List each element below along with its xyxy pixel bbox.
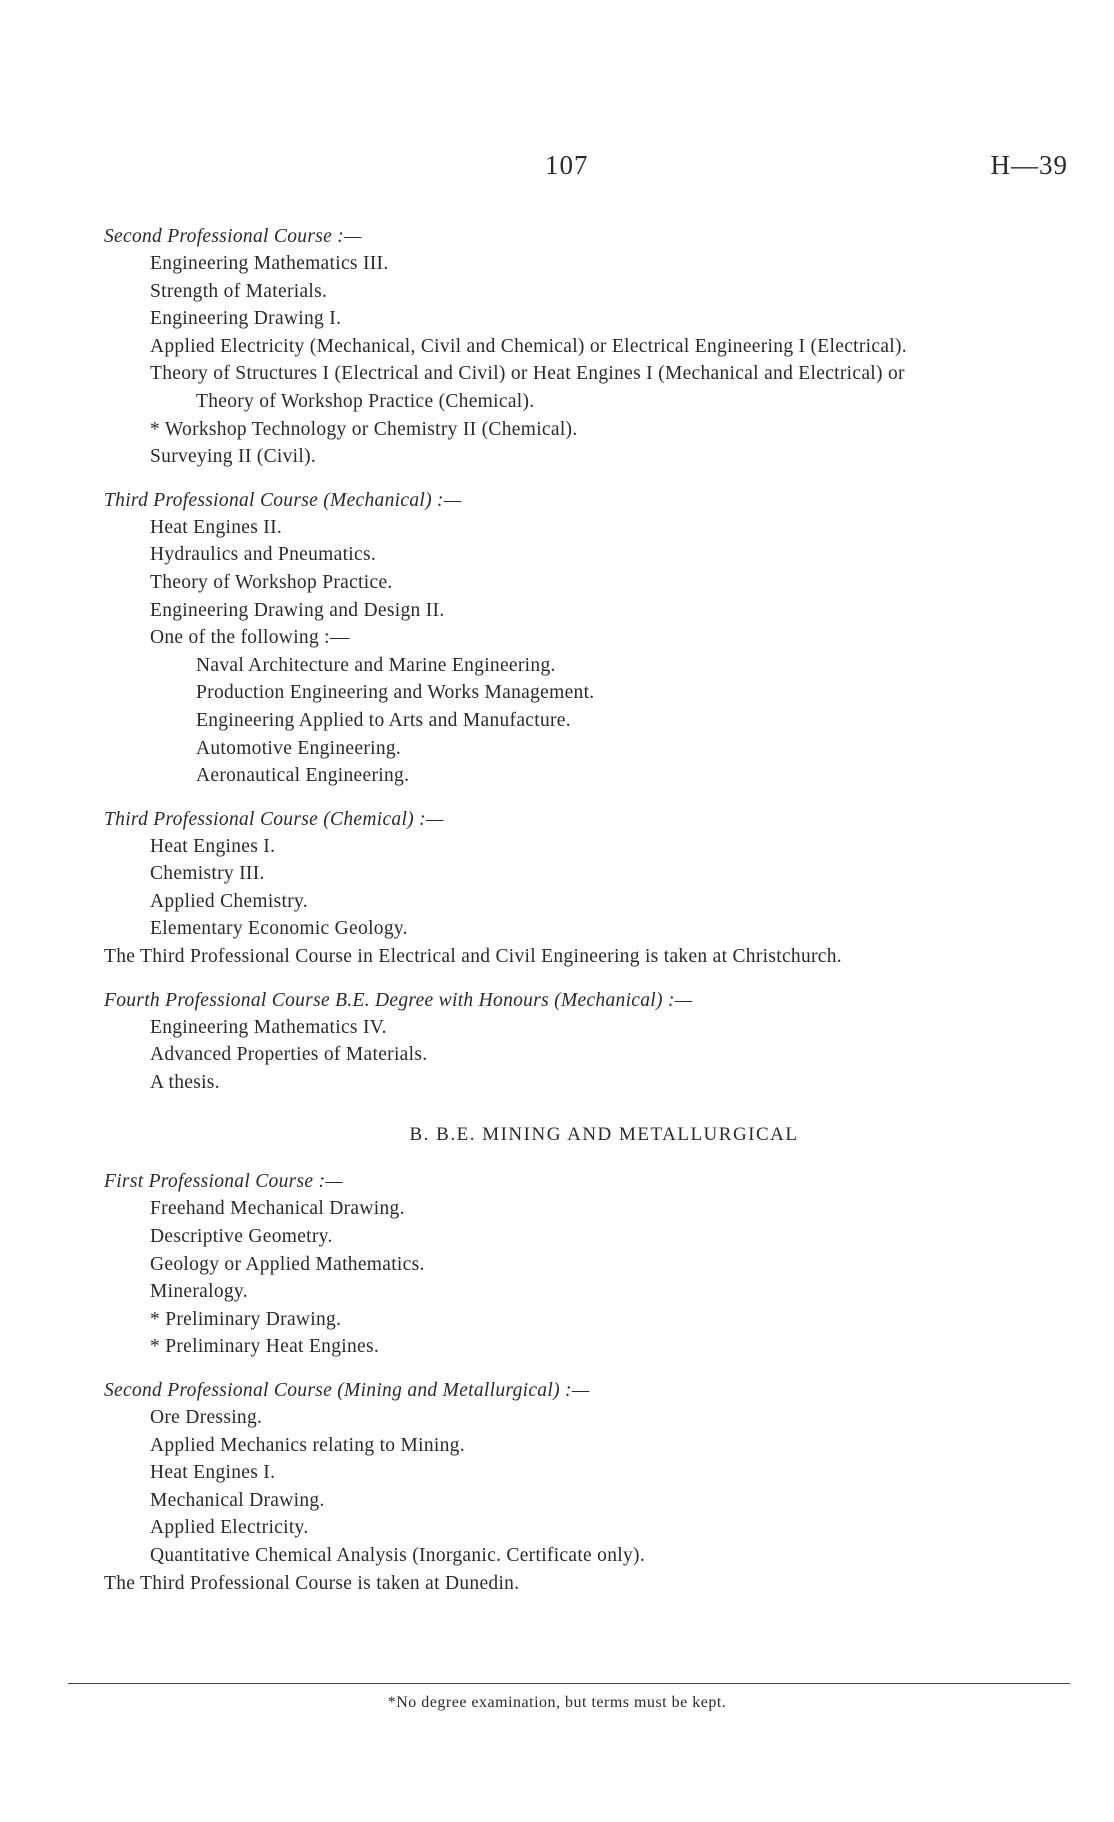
list-item: Heat Engines I.: [150, 835, 276, 857]
list-item: Engineering Mathematics IV.: [150, 1016, 387, 1038]
list-item: Geology or Applied Mathematics.: [150, 1253, 425, 1275]
section-heading: Second Professional Course (Mining and Metallurgical) :—: [104, 1380, 590, 1401]
list-item: * Preliminary Heat Engines.: [150, 1336, 380, 1358]
section-heading: Third Professional Course (Chemical) :—: [104, 808, 444, 830]
list-item: One of the following :—: [150, 627, 350, 649]
list-item: Freehand Mechanical Drawing.: [150, 1198, 405, 1220]
list-item: Elementary Economic Geology.: [150, 918, 408, 940]
section-second-professional: [104, 223, 1074, 471]
section-third-professional-mechanical: [104, 487, 1074, 790]
report-code: H—39: [990, 150, 1068, 180]
list-item: Applied Chemistry.: [150, 890, 308, 912]
list-item: Hydraulics and Pneumatics.: [150, 544, 377, 566]
list-item: Theory of Structures I (Electrical and Civil) or Heat Engines I (Mechanical and Electrical) or: [150, 363, 905, 385]
list-item: Applied Mechanics relating to Mining.: [150, 1434, 465, 1456]
document-body: [104, 223, 1074, 1613]
section-note: The Third Professional Course is taken at Dunedin.: [104, 1572, 520, 1594]
list-item: Engineering Drawing I.: [150, 308, 342, 330]
list-subitem: Automotive Engineering.: [196, 737, 402, 759]
section-heading: Fourth Professional Course B.E. Degree with Honours (Mechanical) :—: [104, 989, 693, 1011]
list-item: Theory of Workshop Practice.: [150, 571, 393, 593]
section-heading: Third Professional Course (Mechanical) :—: [104, 489, 462, 511]
division-title: B. B.E. MINING AND METALLURGICAL: [409, 1124, 799, 1146]
list-item: Chemistry III.: [150, 863, 265, 885]
list-item: Surveying II (Civil).: [150, 446, 317, 468]
list-subitem: Production Engineering and Works Management.: [196, 682, 595, 704]
list-item: Mechanical Drawing.: [150, 1489, 325, 1511]
list-item: Engineering Mathematics III.: [150, 253, 389, 274]
section-third-professional-chemical: [104, 806, 1074, 971]
list-subitem: Engineering Applied to Arts and Manufacture.: [196, 709, 571, 731]
list-item: Applied Electricity (Mechanical, Civil and Chemical) or Electrical Engineering I (Electrical).: [150, 335, 907, 357]
list-item: Descriptive Geometry.: [150, 1226, 333, 1248]
list-item-continuation: Theory of Workshop Practice (Chemical).: [196, 390, 535, 412]
section-second-professional-mining: [104, 1377, 1074, 1597]
list-item: * Workshop Technology or Chemistry II (Chemical).: [150, 418, 578, 440]
list-item: Mineralogy.: [150, 1281, 248, 1303]
section-first-professional-mining: [104, 1168, 1074, 1361]
list-subitem: Naval Architecture and Marine Engineering.: [196, 654, 556, 676]
section-heading: Second Professional Course :—: [104, 226, 362, 247]
list-item: Quantitative Chemical Analysis (Inorganic. Certificate only).: [150, 1544, 646, 1566]
section-heading: First Professional Course :—: [104, 1171, 343, 1193]
footnote: *No degree examination, but terms must be kept.: [387, 1694, 727, 1711]
list-item: A thesis.: [150, 1071, 220, 1093]
section-note: The Third Professional Course in Electrical and Civil Engineering is taken at Christchurch.: [104, 946, 842, 968]
list-item: Strength of Materials.: [150, 280, 328, 302]
section-fourth-professional-honours: [104, 987, 1074, 1097]
footnote-rule: [68, 1683, 1070, 1684]
list-item: Ore Dressing.: [150, 1407, 263, 1428]
list-item: Engineering Drawing and Design II.: [150, 599, 445, 621]
page-number: 107: [545, 150, 589, 180]
list-item: Advanced Properties of Materials.: [150, 1044, 428, 1066]
list-subitem: Aeronautical Engineering.: [196, 765, 410, 787]
list-item: Applied Electricity.: [150, 1517, 309, 1539]
list-item: Heat Engines I.: [150, 1462, 276, 1484]
list-item: * Preliminary Drawing.: [150, 1308, 342, 1330]
list-item: Heat Engines II.: [150, 516, 283, 538]
